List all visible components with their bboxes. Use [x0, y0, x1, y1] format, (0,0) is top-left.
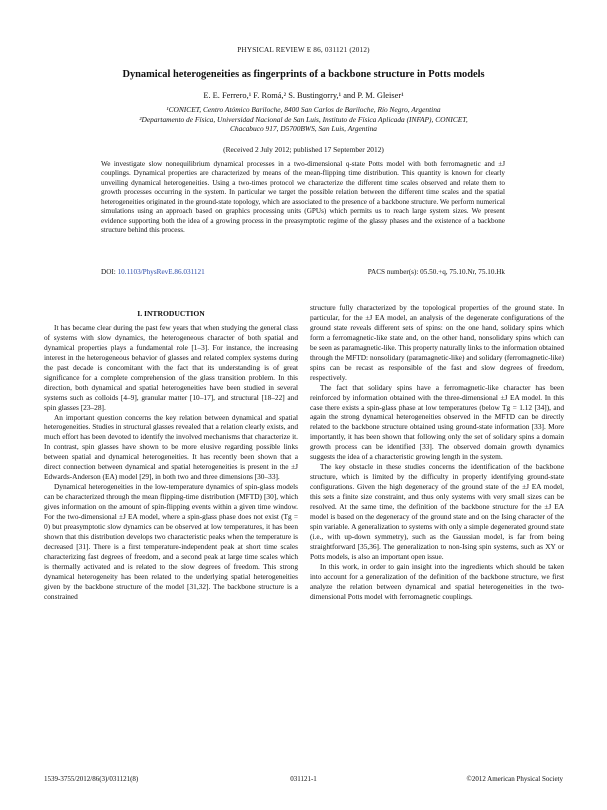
footer-issn: 1539-3755/2012/86(3)/031121(8) — [44, 775, 139, 783]
paper-title: Dynamical heterogeneities as fingerprints of a backbone structure in Potts models — [122, 69, 485, 80]
paragraph: The key obstacle in these studies concerns the identification of the backbone structure, which is limited by the difficulty in properly identifying ground-state configurations. Given the high degeneracy of the ground state of the ±J EA model, this sets a finite size constraint, and thus only systems with very small sizes can be resolved. At the same time, the definition of the backbone structure for the ±J EA model is based on the degeneracy of the ground state and on the Ising character of the spin variable. A generalization to systems with only a simple degenerated ground state (i.e., with up-down symmetry), such as the Gaussian model, is far from being straightforward [35,36]. The generalization to non-Ising spin systems, such as XY or Potts models, is also an important open issue. — [310, 462, 564, 561]
left-column — [44, 309, 298, 602]
paragraph: The fact that solidary spins have a ferromagnetic-like character has been reinforced by information obtained with the three-dimensional ±J EA model. In this case there exists a spin-glass phase at low temperatures (below Tg = 1.12 [34]), and again the strong dynamical heterogeneities observed in the MFTD can be directly related to the backbone structure obtained using ground-state information [33]. More importantly, it has been shown that following only the set of solidary spins a domain growth process can be identified [33]. The observed domain growth dynamics suggests the idea of a characteristic growing length in the system. — [310, 382, 564, 462]
author-list: E. E. Ferrero,¹ F. Romá,² S. Bustingorry,¹ and P. M. Gleiser¹ — [203, 91, 404, 100]
paragraph: In this work, in order to gain insight into the ingredients which should be taken into account for a generalization of the definition of the backbone structure, we first analyze the relation between dynamical and spatial heterogeneities in the two-dimensional Potts model with ferromagnetic couplings. — [310, 561, 564, 601]
journal-header: PHYSICAL REVIEW E 86, 031121 (2012) — [237, 46, 370, 54]
paragraph: An important question concerns the key relation between dynamical and spatial heterogeneities. Studies in structural glasses revealed that a relation clearly exists, and much effort has been devoted to identify the involved mechanisms that characterize it. In contrast, spin glasses have shown to be more elusive regarding possible links between spatial and dynamical heterogeneities. It has recently been shown that a direct connection between dynamical and spatial heterogeneities is present in the ±J Edwards-Anderson (EA) model [29], in both two and three dimensions [30–33]. — [44, 412, 298, 482]
paragraph: structure fully characterized by the topological properties of the ground state. In particular, for the ±J EA model, an analysis of the degenerate configurations of the ground state reveals different sets of spins: on the one hand, solidary spins which form a ferromagnetic-like state and, on the other hand, nonsolidary spins which can be seen as paramagnetic-like. This property naturally links to the information obtained through the MFTD: nonsolidary (paramagnetic-like) and solidary (ferromagnetic-like) spins can be recast as responsible of the fast and slow degrees of freedom, respectively. — [310, 303, 564, 382]
abstract: We investigate slow nonequilibrium dynamical processes in a two-dimensional q-state Potts model with both ferromagnetic and ±J couplings. Dynamical properties are characterized by means of the mean-flipping time distribution. This quantity is known for clearly unveiling dynamical heterogeneities. Using a two-times protocol we characterize the different time scales observed and relate them to growth processes occurring in the system. In particular we target the possible relation between the different time scales and the spatial heterogeneities originated in the ground-state topology, which are associated to the presence of a backbone structure. We perform numerical simulations using an approach based on graphics processing units (GPUs) which permits us to reach large system sizes. We present evidence supporting both the idea of a growing process in the preasymptotic regime of the glassy phases and the existence of a backbone structure behind this process. — [101, 160, 505, 235]
pacs-numbers: PACS number(s): 05.50.+q, 75.10.Nr, 75.10.Hk — [367, 268, 505, 276]
affiliation-2a: ²Departamento de Física, Universidad Nacional de San Luis, Instituto de Física Aplicada (INFAP), CONICET, — [139, 114, 468, 124]
received-dates: (Received 2 July 2012; published 17 September 2012) — [223, 145, 384, 154]
right-column — [310, 303, 564, 602]
section-heading: I. INTRODUCTION — [137, 309, 205, 318]
affiliations — [40, 105, 567, 134]
paragraph: It has became clear during the past few years that when studying the general class of systems with slow dynamics, the heterogeneous character of both spatial and dynamical properties plays a fundamental role [1–3]. For instance, the increasing interest in the heterogeneous behavior of glasses and related complex systems during the past decade is concomitant with the fact that its understanding is of great significance for a complete comprehension of the glass transition problem. In this direction, both dynamical and spatial heterogeneities have been studied in several systems such as colloids [4–9], granular matter [10–17], and structural [18–22] and spin glasses [23–28]. — [44, 322, 298, 412]
doi-label: DOI: — [101, 268, 116, 276]
footer-copyright: ©2012 American Physical Society — [466, 775, 563, 783]
paragraph: Dynamical heterogeneities in the low-temperature dynamics of spin-glass models can be characterized through the mean flipping-time distribution (MFTD) [30], which gives information on the amount of spin-flipping events within a given time window. For the two-dimensional ±J EA model, where a spin-glass phase does not exist (Tg = 0) but preasymptotic slow dynamics can be observed at low temperatures, it has been shown that this distribution develops two characteristic peaks when the temperature is decreased [31]. There is a first temperature-independent peak at short time scales characterizing fast degrees of freedom, and a second peak at large time scales which is thermally activated and is related to the slow degrees of freedom. This strong dynamical heterogeneity has been related to the underlying spatial heterogeneities given by the backbone structure of the model [31,32]. The backbone structure is a constrained — [44, 482, 298, 601]
doi-line — [101, 268, 505, 276]
doi-link[interactable]: 10.1103/PhysRevE.86.031121 — [117, 268, 205, 276]
affiliation-1: ¹CONICET, Centro Atómico Bariloche, 8400 San Carlos de Bariloche, Río Negro, Argentina — [166, 105, 441, 114]
footer-page-number: 031121-1 — [290, 775, 317, 783]
affiliation-2b: Chacabuco 917, D5700BWS, San Luis, Argentina — [230, 124, 377, 134]
